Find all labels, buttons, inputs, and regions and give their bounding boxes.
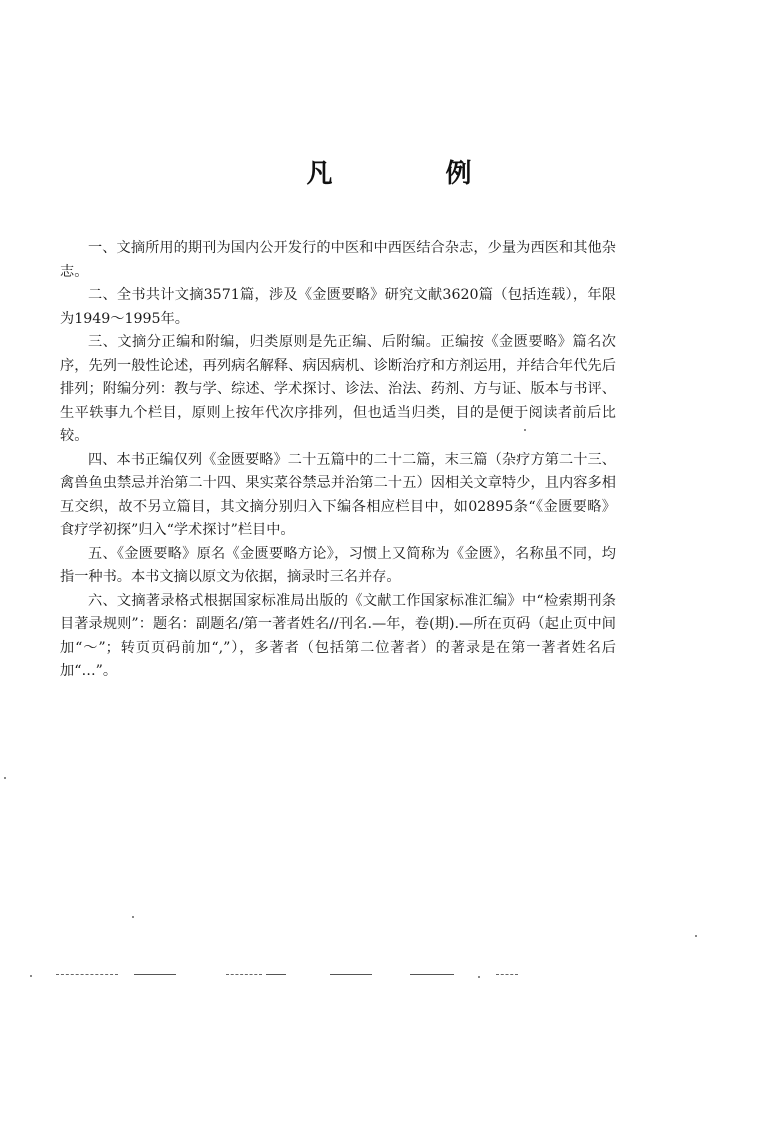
- scan-rule: [134, 974, 176, 975]
- scan-rule: [410, 974, 454, 975]
- note-paragraph-3: 三、文摘分正编和附编，归类原则是先正编、后附编。正编按《金匮要略》篇名次序，先列一般性论述，再列病名解释、病因病机、诊断治疗和方剂运用，并结合年代先后排列；附编分列：教与学、综述、学术探讨、诊法、治法、药剂、方与证、版本与书评、生平轶事九个栏目，原则上按年代次序排列，但也适当归类，目的是便于阅读者前后比较。: [60, 334, 616, 444]
- scan-artifact-rules: [0, 974, 778, 978]
- notes-body: [60, 237, 616, 684]
- scan-speck: [478, 976, 480, 978]
- scan-speck: [4, 777, 6, 779]
- scan-rule: [330, 974, 372, 975]
- scan-rule: [266, 974, 286, 975]
- note-paragraph-1: 一、文摘所用的期刊为国内公开发行的中医和中西医结合杂志，少量为西医和其他杂志。: [60, 240, 616, 280]
- note-paragraph-6: 六、文摘著录格式根据国家标准局出版的《文献工作国家标准汇编》中“检索期刊条目著录规则”：题名：副题名/第一著者姓名//刊名.—年，卷(期).—所在页码（起止页中间加“～”；转页页码前加“,”），多著者（包括第二位著者）的著录是在第一著者姓名后加“…”。: [60, 592, 616, 679]
- scan-speck: [524, 429, 526, 431]
- note-paragraph-2: 二、全书共计文摘3571篇，涉及《金匮要略》研究文献3620篇（包括连载），年限为1949～1995年。: [60, 287, 616, 327]
- scan-speck: [30, 975, 32, 977]
- note-paragraph-5: 五、《金匮要略》原名《金匮要略方论》，习惯上又简称为《金匮》，名称虽不同，均指一种书。本书文摘以原文为依据，摘录时三名并存。: [60, 545, 616, 585]
- scan-rule: [226, 974, 262, 975]
- page-title: 凡 例: [306, 159, 524, 189]
- scan-speck: [695, 935, 697, 937]
- note-paragraph-4: 四、本书正编仅列《金匮要略》二十五篇中的二十二篇，末三篇（杂疗方第二十三、禽兽鱼虫禁忌并治第二十四、果实菜谷禁忌并治第二十五）因相关文章特少，且内容多相互交织，故不另立篇目，其文摘分别归入下编各相应栏目中，如02895条“《金匮要略》食疗学初探”归入“学术探讨”栏目中。: [60, 451, 616, 538]
- scan-rule: [56, 974, 118, 975]
- scan-speck: [132, 916, 134, 918]
- scan-rule: [496, 974, 518, 975]
